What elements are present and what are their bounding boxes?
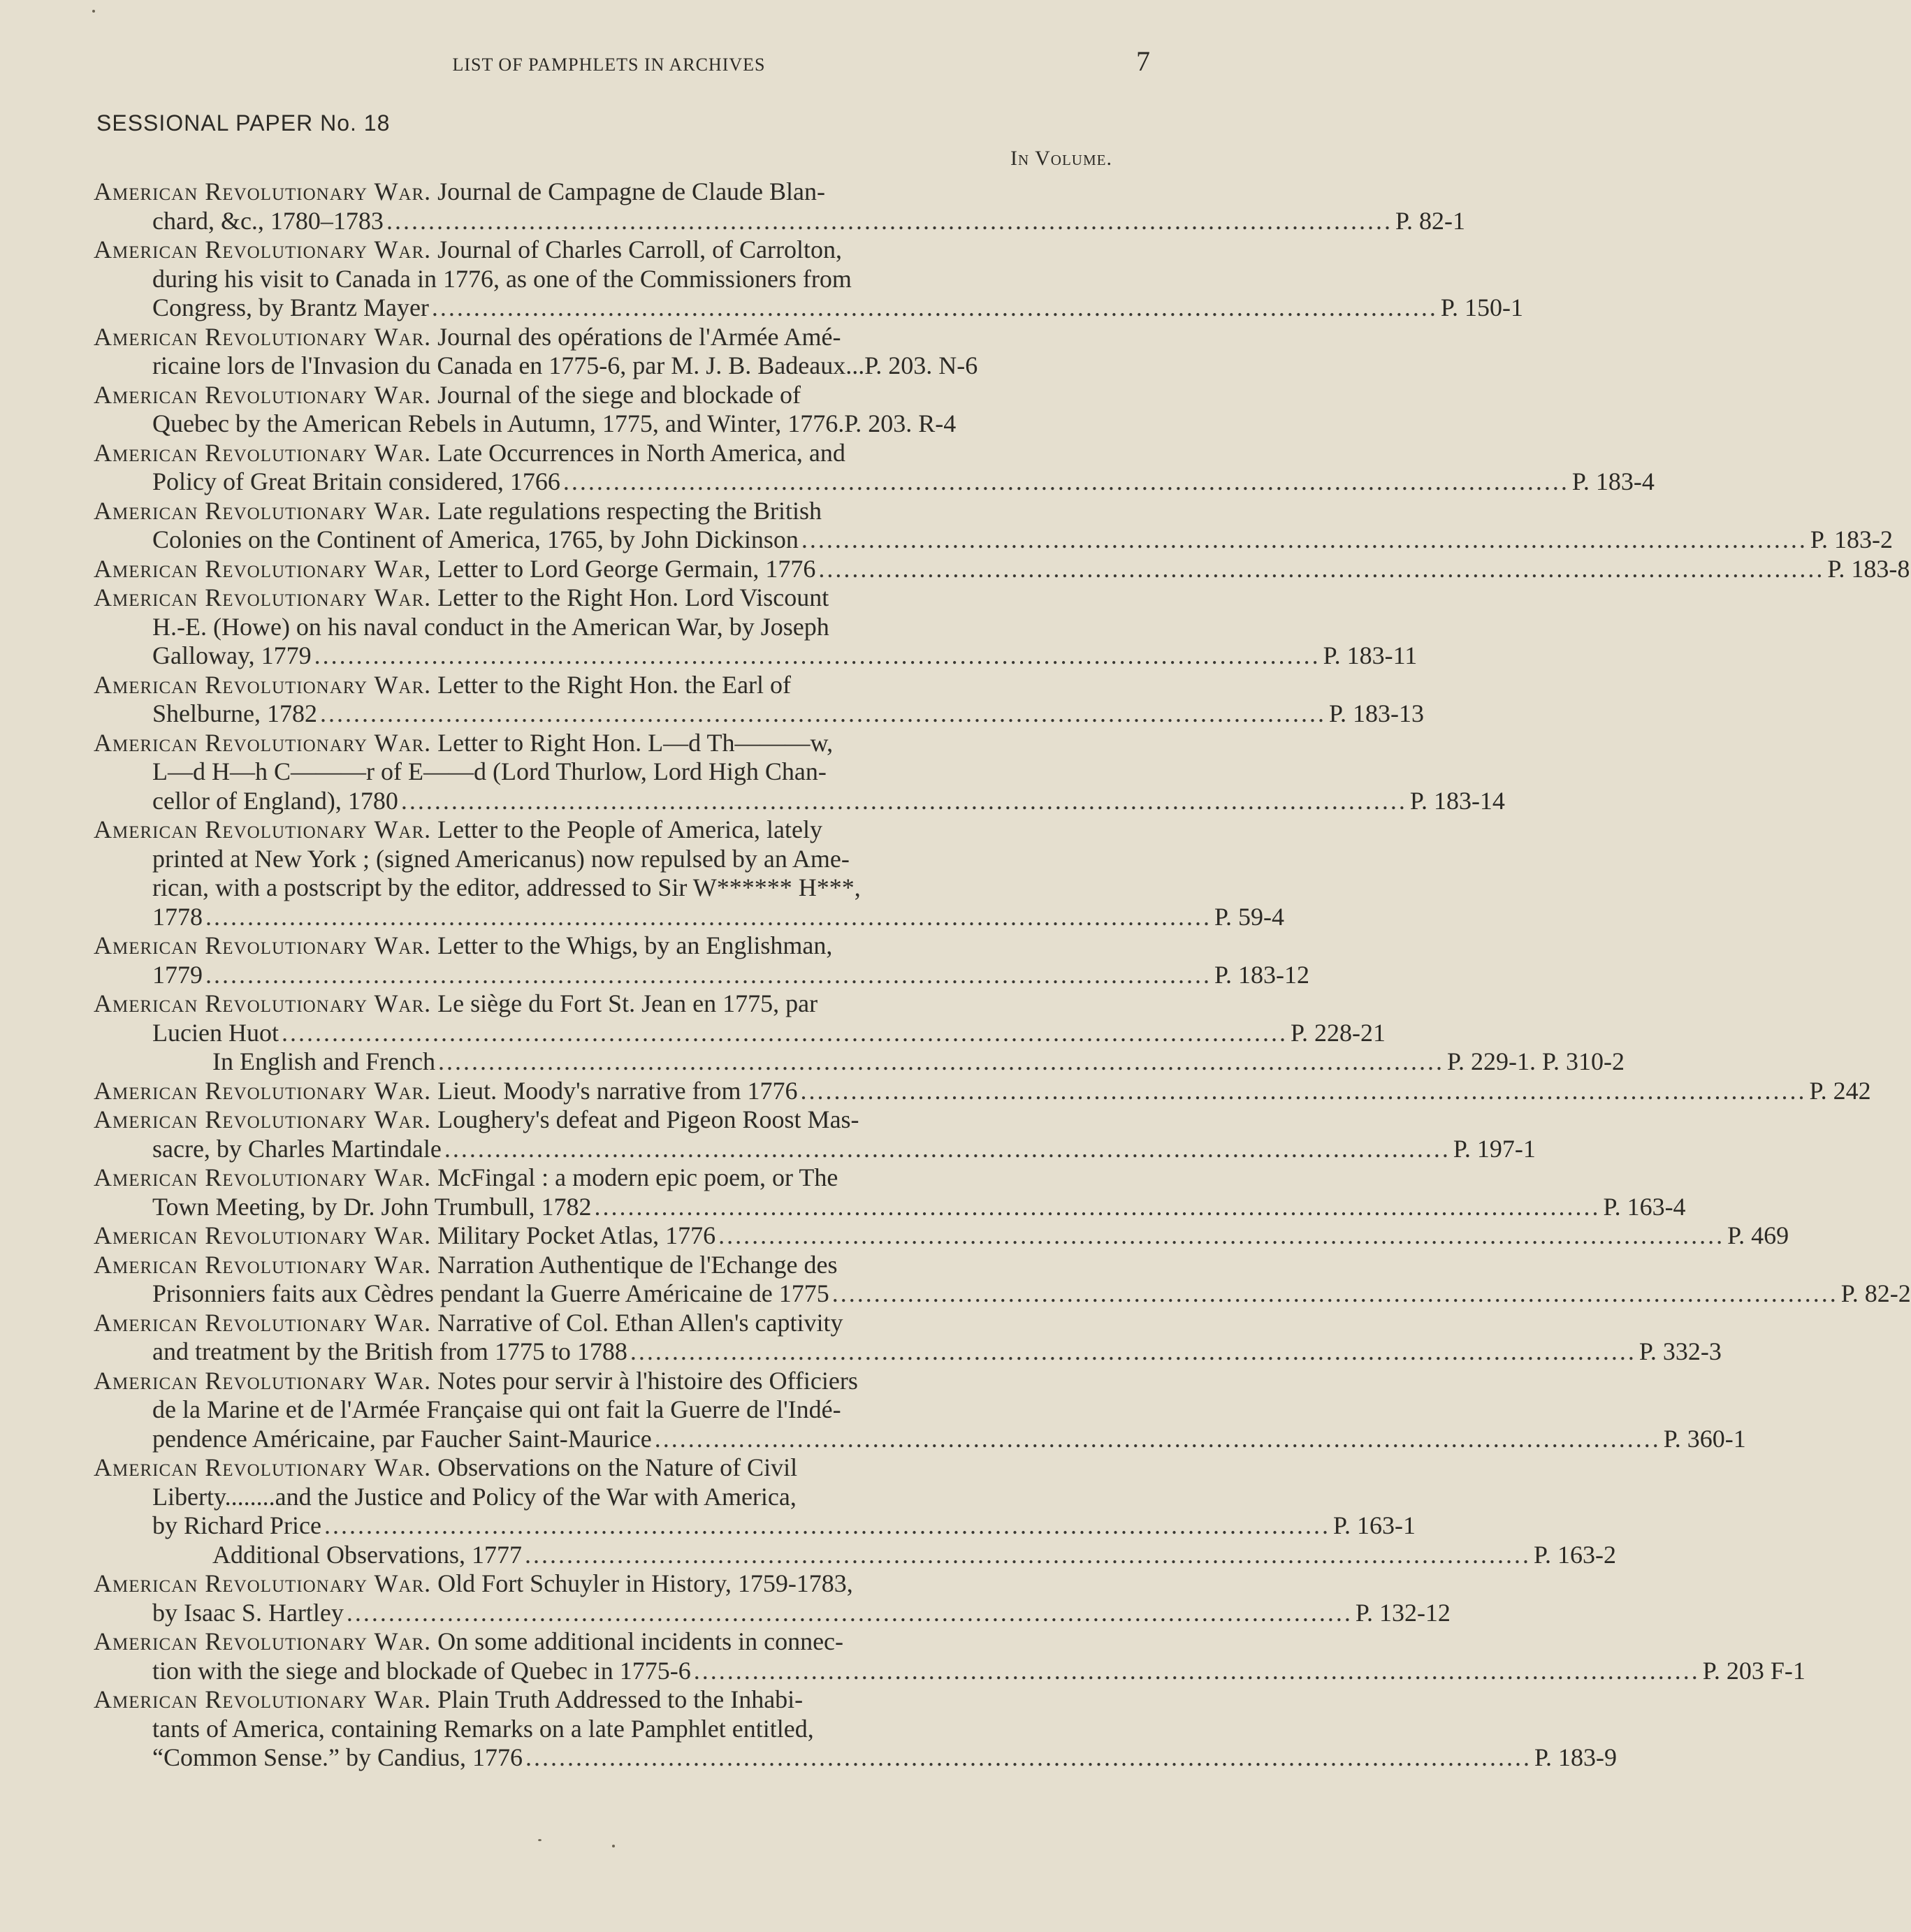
entry-text: Letter to the Whigs, by an Englishman, bbox=[437, 931, 833, 959]
dot-leader: ........................................................................................................................ bbox=[319, 699, 1326, 727]
entry-line bbox=[94, 1018, 1386, 1048]
entry-text: during his visit to Canada in 1776, as one of the Commissioners from bbox=[152, 264, 852, 293]
entry-line bbox=[94, 381, 1156, 410]
entry-text: Liberty........and the Justice and Policy of the War with America, bbox=[152, 1482, 797, 1511]
entry-heading: American Revolutionary War. bbox=[94, 235, 432, 263]
volume-reference: P. 242 bbox=[1809, 1076, 1871, 1105]
pamphlet-entry bbox=[94, 554, 1910, 584]
entry-text: Journal of Charles Carroll, of Carrolton, bbox=[437, 235, 843, 263]
entry-text: Quebec by the American Rebels in Autumn, 1775, and Winter, 1776.P. 203. R-4 bbox=[152, 409, 957, 437]
entry-text: Colonies on the Continent of America, 1765, by John Dickinson bbox=[152, 525, 799, 553]
entry-text: 1778 bbox=[152, 902, 203, 931]
entry-text: Military Pocket Atlas, 1776 bbox=[437, 1221, 716, 1249]
entry-text: chard, &c., 1780–1783 bbox=[152, 206, 384, 235]
entry-line bbox=[94, 1367, 1156, 1396]
entry-line bbox=[94, 554, 1910, 584]
entry-line bbox=[94, 1105, 1156, 1135]
entry-line bbox=[94, 931, 1156, 961]
entry-line bbox=[94, 1627, 1156, 1657]
entry-heading: American Revolutionary War. bbox=[94, 815, 432, 843]
dot-leader: ........................................................................................................................ bbox=[524, 1540, 1531, 1569]
dot-leader: ........................................................................................................................ bbox=[594, 1192, 1601, 1221]
pamphlet-entry bbox=[94, 815, 1285, 931]
entry-line bbox=[94, 960, 1310, 990]
entry-text: Letter to the Right Hon. the Earl of bbox=[437, 670, 792, 699]
page-number: 7 bbox=[1136, 45, 1150, 77]
paper-speck bbox=[538, 1839, 542, 1841]
pamphlet-entry bbox=[94, 438, 1655, 497]
entry-line bbox=[94, 323, 1156, 352]
entry-line bbox=[94, 439, 1156, 468]
volume-reference: P. 82-1 bbox=[1395, 206, 1465, 235]
entry-heading: American Revolutionary War. bbox=[94, 1221, 432, 1249]
dot-leader: ........................................................................................................................ bbox=[444, 1134, 1451, 1163]
entry-text: Notes pour servir à l'histoire des Officiers bbox=[437, 1366, 858, 1395]
dot-leader: ........................................................................................................................ bbox=[400, 786, 1407, 815]
entry-text: Late regulations respecting the British bbox=[437, 496, 822, 525]
pamphlet-entry bbox=[94, 381, 1156, 439]
entry-line bbox=[94, 699, 1424, 729]
entry-line bbox=[94, 786, 1505, 816]
entry-heading: American Revolutionary War, bbox=[94, 554, 432, 583]
volume-reference: P. 150-1 bbox=[1440, 293, 1523, 321]
entry-line bbox=[94, 525, 1893, 555]
entry-text: sacre, by Charles Martindale bbox=[152, 1134, 442, 1163]
entry-line bbox=[94, 467, 1655, 497]
entry-heading: American Revolutionary War. bbox=[94, 380, 432, 409]
entry-text: Town Meeting, by Dr. John Trumbull, 1782 bbox=[152, 1192, 592, 1221]
dot-leader: ........................................................................................................................ bbox=[525, 1743, 1532, 1771]
entry-line bbox=[94, 1134, 1536, 1164]
pamphlet-entry bbox=[94, 1221, 1789, 1251]
sessional-paper-label: SESSIONAL PAPER No. 18 bbox=[96, 110, 391, 136]
dot-leader: ........................................................................................................................ bbox=[831, 1279, 1838, 1307]
paper-speck bbox=[92, 10, 95, 13]
entry-line bbox=[94, 409, 1156, 439]
dot-leader: ........................................................................................................................ bbox=[431, 293, 1438, 321]
entry-heading: American Revolutionary War. bbox=[94, 1076, 432, 1105]
entry-text: tion with the siege and blockade of Quebec in 1775-6 bbox=[152, 1656, 691, 1685]
entry-heading: American Revolutionary War. bbox=[94, 1308, 432, 1337]
volume-reference: P. 132-12 bbox=[1355, 1598, 1451, 1627]
volume-reference: P. 183-13 bbox=[1328, 699, 1424, 727]
entry-text: tants of America, containing Remarks on a late Pamphlet entitled, bbox=[152, 1714, 814, 1743]
volume-reference: P. 183-8 bbox=[1827, 554, 1910, 583]
entry-text: Lucien Huot bbox=[152, 1018, 279, 1047]
entry-line bbox=[94, 1511, 1416, 1541]
entry-subline bbox=[94, 1047, 1625, 1077]
entry-heading: American Revolutionary War. bbox=[94, 496, 432, 525]
entry-text: On some additional incidents in connec- bbox=[437, 1627, 844, 1655]
entry-line bbox=[94, 351, 1156, 381]
entry-subline bbox=[94, 1540, 1616, 1570]
entry-heading: American Revolutionary War. bbox=[94, 989, 432, 1017]
entry-text: L—d H—h C———r of E——d (Lord Thurlow, Lord High Chan- bbox=[152, 757, 827, 785]
paper-speck bbox=[612, 1845, 615, 1847]
entry-heading: American Revolutionary War. bbox=[94, 728, 432, 757]
volume-reference: P. 183-9 bbox=[1534, 1743, 1617, 1771]
entry-heading: American Revolutionary War. bbox=[94, 1163, 432, 1191]
entry-text: Letter to Right Hon. L—d Th———w, bbox=[437, 728, 834, 757]
entry-line bbox=[94, 873, 1156, 903]
dot-leader: ........................................................................................................................ bbox=[718, 1221, 1725, 1249]
entry-line bbox=[94, 1395, 1156, 1425]
volume-reference: P. 203 F-1 bbox=[1702, 1656, 1805, 1685]
entry-line bbox=[94, 757, 1156, 787]
pamphlet-entry bbox=[94, 235, 1523, 323]
pamphlet-entry bbox=[94, 177, 1465, 235]
entry-line bbox=[94, 1192, 1686, 1222]
dot-leader: ........................................................................................................................ bbox=[654, 1424, 1661, 1453]
entry-line bbox=[94, 1685, 1156, 1715]
dot-leader: ........................................................................................................................ bbox=[386, 206, 1393, 235]
pamphlet-entry bbox=[94, 1685, 1617, 1773]
volume-reference: P. 197-1 bbox=[1453, 1134, 1536, 1163]
volume-reference: P. 228-21 bbox=[1290, 1018, 1386, 1047]
pamphlet-entry bbox=[94, 989, 1625, 1077]
pamphlet-entry bbox=[94, 1105, 1536, 1163]
entry-line bbox=[94, 497, 1156, 526]
entry-text: Journal des opérations de l'Armée Amé- bbox=[437, 322, 841, 351]
dot-leader: ........................................................................................................................ bbox=[314, 641, 1321, 669]
entry-line bbox=[94, 729, 1156, 758]
entry-text: pendence Américaine, par Faucher Saint-Maurice bbox=[152, 1424, 652, 1453]
pamphlet-entry bbox=[94, 1163, 1686, 1221]
pamphlet-entry bbox=[94, 670, 1424, 729]
entry-text: Narration Authentique de l'Echange des bbox=[437, 1250, 838, 1279]
pamphlet-entry bbox=[94, 583, 1418, 671]
entry-line bbox=[94, 1221, 1789, 1251]
entry-line bbox=[94, 1569, 1156, 1599]
entry-text: Journal de Campagne de Claude Blan- bbox=[437, 177, 826, 205]
dot-leader: ........................................................................................................................ bbox=[437, 1047, 1444, 1075]
entry-line bbox=[94, 613, 1156, 642]
entry-line bbox=[94, 845, 1156, 874]
entry-heading: American Revolutionary War. bbox=[94, 1569, 432, 1597]
entry-text: Observations on the Nature of Civil bbox=[437, 1453, 798, 1481]
entry-line bbox=[94, 1483, 1156, 1512]
entry-line bbox=[94, 1715, 1156, 1744]
pamphlet-entry bbox=[94, 1366, 1746, 1454]
entry-text: 1779 bbox=[152, 960, 203, 989]
volume-reference: P. 183-4 bbox=[1571, 467, 1655, 495]
entry-text: and treatment by the British from 1775 to 1788 bbox=[152, 1337, 627, 1365]
pamphlet-entry bbox=[94, 1569, 1451, 1627]
entry-line bbox=[94, 1656, 1805, 1686]
entry-heading: American Revolutionary War. bbox=[94, 931, 432, 959]
dot-leader: ........................................................................................................................ bbox=[205, 902, 1212, 931]
pamphlet-entry bbox=[94, 496, 1893, 555]
entry-line bbox=[94, 235, 1156, 265]
entry-text: de la Marine et de l'Armée Française qui ont fait la Guerre de l'Indé- bbox=[152, 1395, 841, 1423]
entry-subtext: Additional Observations, 1777 bbox=[212, 1540, 522, 1569]
volume-reference: P. 183-11 bbox=[1323, 641, 1418, 669]
entry-line bbox=[94, 1598, 1451, 1628]
entry-line bbox=[94, 1337, 1722, 1367]
entry-line bbox=[94, 265, 1156, 294]
entry-text: Letter to Lord George Germain, 1776 bbox=[437, 554, 816, 583]
pamphlet-entry bbox=[94, 1627, 1805, 1685]
dot-leader: ........................................................................................................................ bbox=[818, 554, 1825, 583]
entry-line bbox=[94, 583, 1156, 613]
entry-line bbox=[94, 1251, 1156, 1280]
volume-reference: P. 183-2 bbox=[1810, 525, 1893, 553]
entry-text: printed at New York ; (signed Americanus) now repulsed by an Ame- bbox=[152, 844, 850, 873]
entry-heading: American Revolutionary War. bbox=[94, 583, 432, 611]
entry-line bbox=[94, 1453, 1156, 1483]
entry-text: Letter to the People of America, lately bbox=[437, 815, 822, 843]
entry-text: Lieut. Moody's narrative from 1776 bbox=[437, 1076, 798, 1105]
entry-text: by Richard Price bbox=[152, 1511, 321, 1539]
pamphlet-list bbox=[94, 177, 1911, 1773]
entry-heading: American Revolutionary War. bbox=[94, 1685, 432, 1713]
entry-text: H.-E. (Howe) on his naval conduct in the American War, by Joseph bbox=[152, 612, 829, 641]
entry-text: by Isaac S. Hartley bbox=[152, 1598, 344, 1627]
entry-line bbox=[94, 1279, 1911, 1309]
entry-text: rican, with a postscript by the editor, addressed to Sir W****** H***, bbox=[152, 873, 861, 901]
pamphlet-entry bbox=[94, 1076, 1871, 1106]
entry-line bbox=[94, 1076, 1871, 1106]
entry-line bbox=[94, 815, 1156, 845]
entry-text: Le siège du Fort St. Jean en 1775, par bbox=[437, 989, 818, 1017]
dot-leader: ........................................................................................................................ bbox=[630, 1337, 1636, 1365]
entry-heading: American Revolutionary War. bbox=[94, 1627, 432, 1655]
running-head: LIST OF PAMPHLETS IN ARCHIVES bbox=[452, 55, 766, 75]
entry-text: McFingal : a modern epic poem, or The bbox=[437, 1163, 838, 1191]
pamphlet-entry bbox=[94, 1250, 1911, 1309]
entry-line bbox=[94, 1163, 1156, 1193]
entry-heading: American Revolutionary War. bbox=[94, 177, 432, 205]
dot-leader: ........................................................................................................................ bbox=[562, 467, 1569, 495]
volume-reference: P. 229-1. P. 310-2 bbox=[1446, 1047, 1625, 1075]
entry-heading: American Revolutionary War. bbox=[94, 322, 432, 351]
dot-leader: ........................................................................................................................ bbox=[346, 1598, 1353, 1627]
pamphlet-entry bbox=[94, 1453, 1616, 1569]
entry-text: Galloway, 1779 bbox=[152, 641, 312, 669]
entry-heading: American Revolutionary War. bbox=[94, 438, 432, 467]
entry-heading: American Revolutionary War. bbox=[94, 1453, 432, 1481]
pamphlet-entry bbox=[94, 323, 1156, 381]
entry-text: Journal of the siege and blockade of bbox=[437, 380, 801, 409]
entry-line bbox=[94, 1309, 1156, 1338]
entry-heading: American Revolutionary War. bbox=[94, 670, 432, 699]
entry-text: cellor of England), 1780 bbox=[152, 786, 398, 815]
entry-text: ricaine lors de l'Invasion du Canada en 1775-6, par M. J. B. Badeaux...P. 203. N-6 bbox=[152, 351, 978, 379]
entry-text: Congress, by Brantz Mayer bbox=[152, 293, 429, 321]
entry-text: Loughery's defeat and Pigeon Roost Mas- bbox=[437, 1105, 859, 1133]
dot-leader: ........................................................................................................................ bbox=[205, 960, 1212, 989]
volume-reference: P. 469 bbox=[1727, 1221, 1789, 1249]
entry-subtext: In English and French bbox=[212, 1047, 435, 1075]
entry-text: “Common Sense.” by Candius, 1776 bbox=[152, 1743, 523, 1771]
entry-text: Policy of Great Britain considered, 1766 bbox=[152, 467, 560, 495]
entry-line bbox=[94, 177, 1156, 207]
volume-reference: P. 332-3 bbox=[1638, 1337, 1722, 1365]
volume-reference: P. 163-1 bbox=[1332, 1511, 1416, 1539]
dot-leader: ........................................................................................................................ bbox=[693, 1656, 1700, 1685]
entry-heading: American Revolutionary War. bbox=[94, 1105, 432, 1133]
entry-heading: American Revolutionary War. bbox=[94, 1366, 432, 1395]
pamphlet-entry bbox=[94, 1308, 1722, 1367]
volume-reference: P. 82-2 bbox=[1840, 1279, 1911, 1307]
entry-line bbox=[94, 641, 1418, 671]
pamphlet-entry bbox=[94, 728, 1505, 816]
entry-text: Plain Truth Addressed to the Inhabi- bbox=[437, 1685, 804, 1713]
volume-reference: P. 163-2 bbox=[1533, 1540, 1616, 1569]
entry-text: Prisonniers faits aux Cèdres pendant la Guerre Américaine de 1775 bbox=[152, 1279, 829, 1307]
entry-text: Shelburne, 1782 bbox=[152, 699, 317, 727]
dot-leader: ........................................................................................................................ bbox=[324, 1511, 1330, 1539]
pamphlet-entry bbox=[94, 931, 1310, 989]
entry-line bbox=[94, 1743, 1617, 1773]
entry-line bbox=[94, 671, 1156, 700]
column-head-in-volume: In Volume. bbox=[1010, 147, 1112, 170]
entry-line bbox=[94, 206, 1465, 236]
entry-text: Old Fort Schuyler in History, 1759-1783, bbox=[437, 1569, 853, 1597]
entry-text: Narrative of Col. Ethan Allen's captivity bbox=[437, 1308, 843, 1337]
dot-leader: ........................................................................................................................ bbox=[800, 1076, 1807, 1105]
entry-line bbox=[94, 902, 1285, 932]
entry-line bbox=[94, 1424, 1746, 1454]
dot-leader: ........................................................................................................................ bbox=[281, 1018, 1288, 1047]
dot-leader: ........................................................................................................................ bbox=[801, 525, 1808, 553]
volume-reference: P. 183-14 bbox=[1409, 786, 1505, 815]
volume-reference: P. 183-12 bbox=[1214, 960, 1310, 989]
entry-text: Late Occurrences in North America, and bbox=[437, 438, 845, 467]
entry-line bbox=[94, 989, 1156, 1019]
entry-line bbox=[94, 293, 1523, 323]
entry-heading: American Revolutionary War. bbox=[94, 1250, 432, 1279]
volume-reference: P. 360-1 bbox=[1663, 1424, 1746, 1453]
volume-reference: P. 163-4 bbox=[1603, 1192, 1686, 1221]
volume-reference: P. 59-4 bbox=[1214, 902, 1285, 931]
entry-text: Letter to the Right Hon. Lord Viscount bbox=[437, 583, 829, 611]
